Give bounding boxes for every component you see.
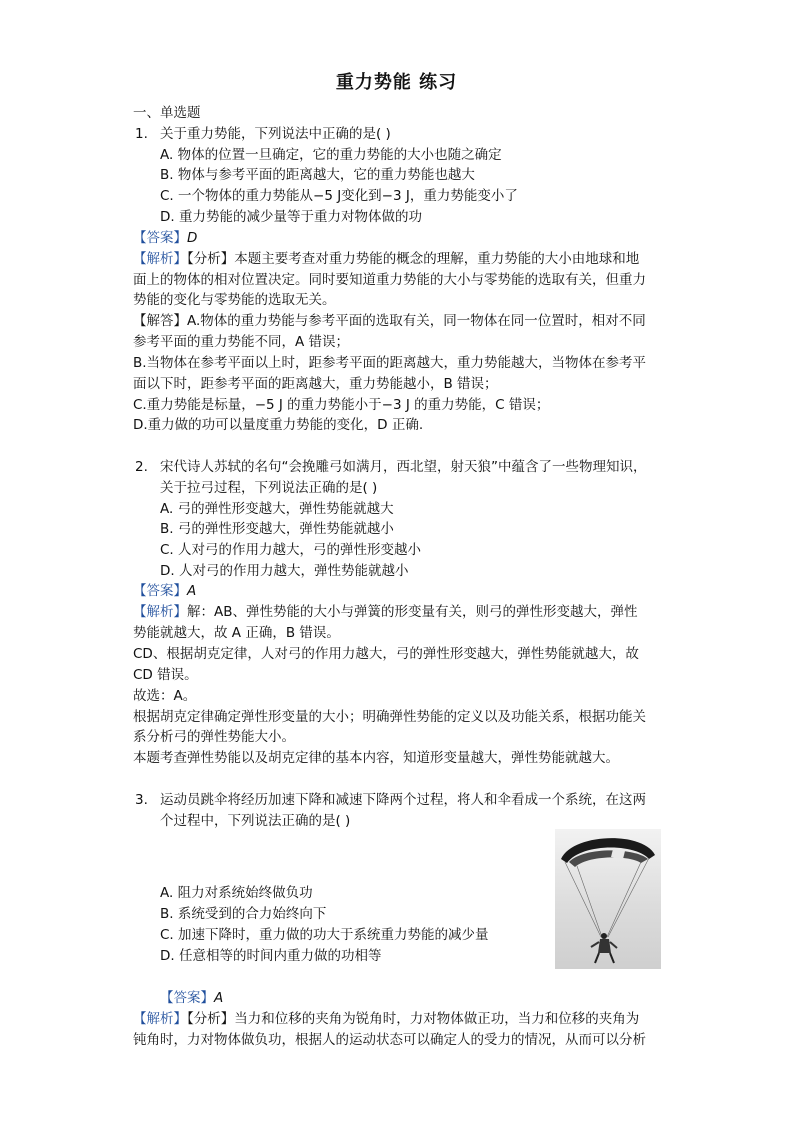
q2-analysis-line: 根据胡克定律确定弹性形变量的大小；明确弹性势能的定义以及功能关系，根据功能关 (133, 709, 646, 725)
analysis-tag: 【解析】 (133, 251, 187, 267)
q1-option-d: D. 重力势能的减少量等于重力对物体做的功 (160, 209, 422, 225)
q3-stem-line: 个过程中，下列说法正确的是( ) (160, 813, 351, 829)
q1-analysis-line: C.重力势能是标量，−5 J 的重力势能小于−3 J 的重力势能，C 错误； (133, 397, 550, 413)
section-heading: 一、单选题 (133, 105, 201, 121)
q3-option-c: C. 加速下降时，重力做的功大于系统重力势能的减少量 (160, 927, 489, 943)
q1-analysis-line: 面以下时，距参考平面的距离越大，重力势能越小，B 错误； (133, 376, 498, 392)
q1-option-c: C. 一个物体的重力势能从−5 J变化到−3 J，重力势能变小了 (160, 188, 518, 204)
q2-analysis-line (133, 603, 638, 621)
q3-stem-line: 运动员跳伞将经历加速下降和减速下降两个过程，将人和伞看成一个系统，在这两 (160, 792, 646, 808)
q3-option-a: A. 阻力对系统始终做负功 (160, 885, 313, 901)
q2-analysis-line: 本题考查弹性势能以及胡克定律的基本内容，知道形变量越大，弹性势能就越大。 (133, 750, 619, 766)
q2-answer (133, 582, 196, 600)
q2-analysis-line: 系分析弓的弹性势能大小。 (133, 729, 295, 745)
q3-number: 3. (135, 792, 148, 808)
answer-value: A (187, 583, 197, 599)
answer-tag: 【答案】 (160, 990, 214, 1006)
q3-analysis-line: 钝角时，力对物体做负功，根据人的运动状态可以确定人的受力的情况，从而可以分析 (133, 1032, 646, 1048)
q2-option-b: B. 弓的弹性形变越大，弹性势能就越小 (160, 521, 394, 537)
q2-analysis-line: CD 错误。 (133, 667, 198, 683)
answer-value: D (187, 230, 198, 246)
q3-analysis-line (133, 1010, 639, 1028)
q1-option-a: A. 物体的位置一旦确定，它的重力势能的大小也随之确定 (160, 147, 502, 163)
q1-analysis-line: D.重力做的功可以量度重力势能的变化，D 正确. (133, 417, 424, 433)
q1-analysis-line (133, 250, 639, 268)
q1-analysis-line: 【解答】A.物体的重力势能与参考平面的选取有关，同一物体在同一位置时，相对不同 (133, 313, 646, 329)
parachute-icon (555, 829, 661, 969)
parachute-photo (555, 829, 661, 969)
analysis-text: 解：AB、弹性势能的大小与弹簧的形变量有关，则弓的弹性形变越大，弹性 (187, 604, 638, 620)
q3-answer (160, 989, 223, 1007)
analysis-tag: 【解析】 (133, 604, 187, 620)
q1-option-b: B. 物体与参考平面的距离越大，它的重力势能也越大 (160, 167, 475, 183)
q1-answer (133, 229, 197, 247)
q2-analysis-line: 故选：A。 (133, 688, 197, 704)
q1-analysis-line: 势能的变化与零势能的选取无关。 (133, 292, 336, 308)
q2-option-c: C. 人对弓的作用力越大，弓的弹性形变越小 (160, 542, 422, 558)
q3-option-d: D. 任意相等的时间内重力做的功相等 (160, 948, 382, 964)
q1-number: 1. (135, 126, 148, 142)
q2-number: 2. (135, 459, 148, 475)
q2-option-d: D. 人对弓的作用力越大，弹性势能就越小 (160, 563, 409, 579)
answer-value: A (214, 990, 224, 1006)
q2-option-a: A. 弓的弹性形变越大，弹性势能就越大 (160, 501, 394, 517)
q1-analysis-line: B.当物体在参考平面以上时，距参考平面的距离越大，重力势能越大，当物体在参考平 (133, 355, 647, 371)
q1-analysis-line: 参考平面的重力势能不同，A 错误； (133, 334, 350, 350)
q2-analysis-line: 势能就越大，故 A 正确，B 错误。 (133, 625, 340, 641)
q2-stem-line: 宋代诗人苏轼的名句“会挽雕弓如满月，西北望，射天狼”中蕴含了一些物理知识， (160, 459, 647, 475)
q2-stem-line: 关于拉弓过程，下列说法正确的是( ) (160, 480, 378, 496)
q2-analysis-line: CD、根据胡克定律，人对弓的作用力越大，弓的弹性形变越大，弹性势能就越大，故 (133, 646, 639, 662)
page-title: 重力势能 练习 (335, 72, 458, 93)
analysis-text: 【分析】本题主要考查对重力势能的概念的理解，重力势能的大小由地球和地 (187, 251, 640, 267)
answer-tag: 【答案】 (133, 230, 187, 246)
q1-analysis-line: 面上的物体的相对位置决定。同时要知道重力势能的大小与零势能的选取有关，但重力 (133, 272, 646, 288)
q1-stem: 关于重力势能，下列说法中正确的是( ) (160, 126, 391, 142)
analysis-text: 【分析】当力和位移的夹角为锐角时，力对物体做正功，当力和位移的夹角为 (187, 1011, 640, 1027)
answer-tag: 【答案】 (133, 583, 187, 599)
q3-option-b: B. 系统受到的合力始终向下 (160, 906, 327, 922)
analysis-tag: 【解析】 (133, 1011, 187, 1027)
